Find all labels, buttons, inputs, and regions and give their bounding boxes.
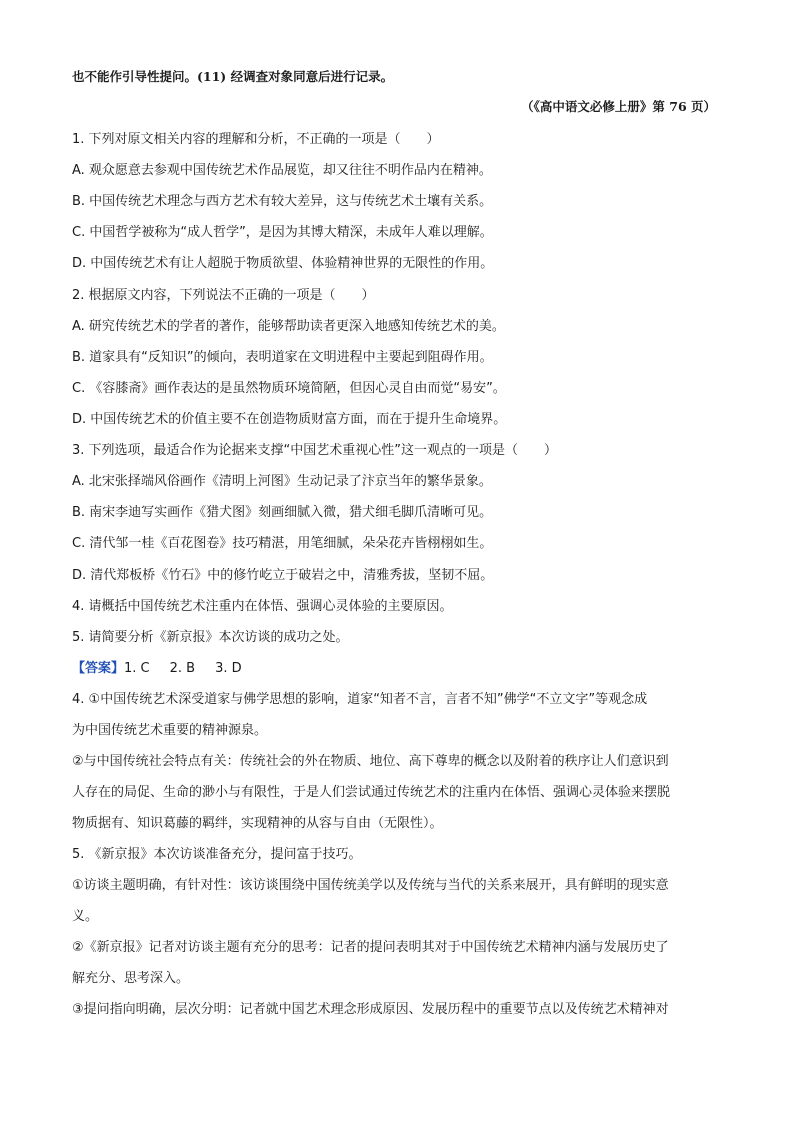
- q4-stem: 4. 请概括中国传统艺术注重内在体悟、强调心灵体验的主要原因。: [72, 599, 453, 614]
- q3-stem: 3. 下列选项，最适合作为论据来支撑“中国艺术重视心性”这一观点的一项是（ ）: [72, 443, 558, 458]
- a5-p1-line2: 义。: [72, 909, 99, 924]
- a4-p2-line2: 人存在的局促、生命的渺小与有限性，于是人们尝试通过传统艺术的注重内在体悟、强调心灵体验来摆脱: [72, 785, 671, 800]
- q2-option-d: D. 中国传统艺术的价值主要不在创造物质财富方面，而在于提升生命境界。: [72, 412, 507, 427]
- answer-3: 3. D: [215, 661, 242, 676]
- answer-line: [72, 660, 722, 678]
- a5-intro: 5. 《新京报》本次访谈准备充分，提问富于技巧。: [72, 847, 362, 862]
- a4-p1-line1: 4. ①中国传统艺术深受道家与佛学思想的影响，道家“知者不言，言者不知”佛学“不立文字”等观念成: [72, 692, 648, 707]
- a4-p2-line3: 物质据有、知识葛藤的羁绊，实现精神的从容与自由（无限性）。: [72, 816, 443, 831]
- q2-stem: 2. 根据原文内容，下列说法不正确的一项是（ ）: [72, 288, 375, 303]
- q3-option-b: B. 南宋李迪写实画作《猎犬图》刻画细腻入微，猎犬细毛脚爪清晰可见。: [72, 505, 493, 520]
- q1-option-d: D. 中国传统艺术有让人超脱于物质欲望、体验精神世界的无限性的作用。: [72, 256, 494, 271]
- a5-p1-line1: ①访谈主题明确，有针对性：该访谈围绕中国传统美学以及传统与当代的关系来展开，具有鲜明的现实意: [72, 878, 669, 893]
- q2-option-b: B. 道家具有“反知识”的倾向，表明道家在文明进程中主要起到阻碍作用。: [72, 350, 493, 365]
- q5-stem: 5. 请简要分析《新京报》本次访谈的成功之处。: [72, 630, 349, 645]
- a4-p2-line1: ②与中国传统社会特点有关：传统社会的外在物质、地位、高下尊卑的概念以及附着的秩序让人们意识到: [72, 754, 669, 769]
- header-line: 也不能作引导性提问。(11) 经调查对象同意后进行记录。: [72, 69, 394, 84]
- q1-option-b: B. 中国传统艺术理念与西方艺术有较大差异，这与传统艺术土壤有关系。: [72, 194, 493, 209]
- q3-option-c: C. 清代邹一桂《百花图卷》技巧精湛，用笔细腻，朵朵花卉皆栩栩如生。: [72, 536, 493, 551]
- answer-label: 【答案】: [72, 661, 125, 676]
- a5-p2-line2: 解充分、思考深入。: [72, 971, 190, 986]
- answer-2: 2. B: [169, 661, 196, 676]
- q2-option-a: A. 研究传统艺术的学者的著作，能够帮助读者更深入地感知传统艺术的美。: [72, 319, 505, 334]
- a4-p1-line2: 为中国传统艺术重要的精神源泉。: [72, 723, 268, 738]
- q3-option-d: D. 清代郑板桥《竹石》中的修竹屹立于破岩之中，清雅秀拔，坚韧不屈。: [72, 568, 494, 583]
- a5-p3-line1: ③提问指向明确，层次分明：记者就中国艺术理念形成原因、发展历程中的重要节点以及传统艺术精神对: [72, 1002, 669, 1017]
- q1-stem: 1. 下列对原文相关内容的理解和分析，不正确的一项是（ ）: [72, 132, 440, 147]
- answer-1: 1. C: [124, 661, 150, 676]
- q2-option-c: C. 《容膝斋》画作表达的是虽然物质环境简陋，但因心灵自由而觉“易安”。: [72, 381, 506, 396]
- a5-p2-line1: ②《新京报》记者对访谈主题有充分的思考：记者的提问表明其对于中国传统艺术精神内涵与发展历史了: [72, 940, 669, 955]
- q1-option-c: C. 中国哲学被称为“成人哲学”，是因为其博大精深，未成年人难以理解。: [72, 225, 493, 240]
- q1-option-a: A. 观众愿意去参观中国传统艺术作品展览，却又往往不明作品内在精神。: [72, 163, 492, 178]
- source-citation: （《高中语文必修上册》第 76 页）: [521, 99, 716, 114]
- q3-option-a: A. 北宋张择端风俗画作《清明上河图》生动记录了汴京当年的繁华景象。: [72, 474, 492, 489]
